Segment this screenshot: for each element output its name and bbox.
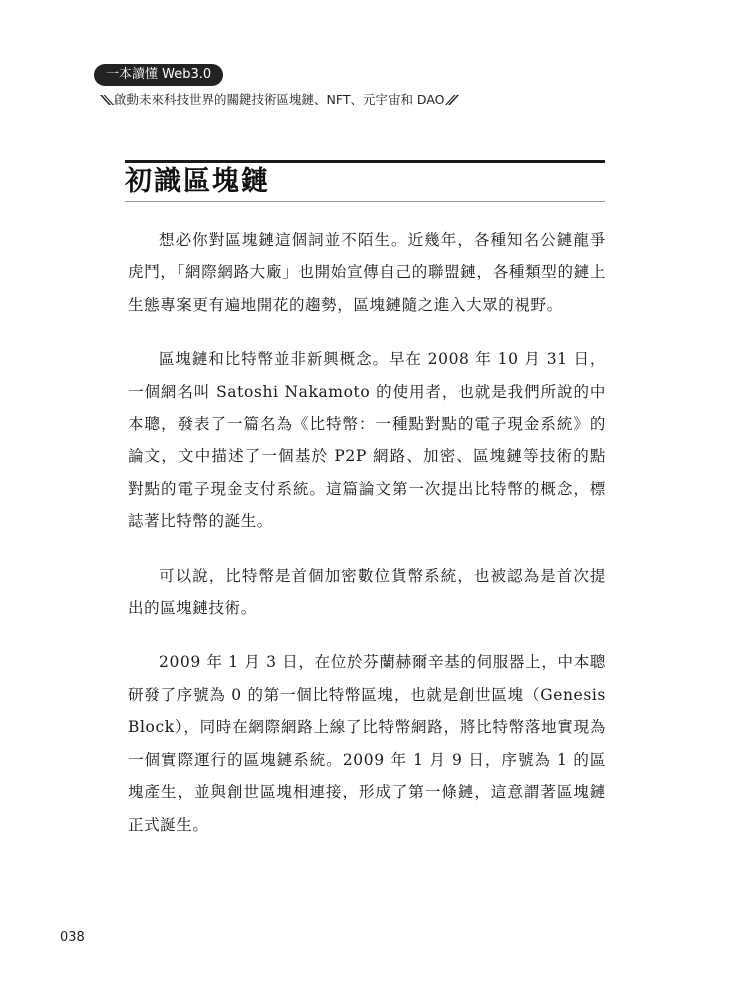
paragraph: 想必你對區塊鏈這個詞並不陌生。近幾年，各種知名公鏈龍爭虎鬥，「網際網路大廠」也開始宣傳自己的聯盟鏈，各種類型的鏈上生態專案更有遍地開花的趨勢，區塊鏈隨之進入大眾的視野。 bbox=[128, 231, 606, 314]
book-title-badge bbox=[94, 64, 223, 86]
paragraph: 區塊鏈和比特幣並非新興概念。早在 2008 年 10 月 31 日，一個網名叫 Satoshi Nakamoto 的使用者，也就是我們所說的中本聰，發表了一篇名為《比特幣：一種點對點的電子現金系統》的論文，文中描述了一個基於 P2P 網路、加密、區塊鏈等技術的點對點的電子現金支付系統。這篇論文第一次提出比特幣的概念，標誌著比特幣的誕生。 bbox=[128, 350, 606, 531]
page-number: 038 bbox=[60, 930, 85, 945]
slash-left-icon bbox=[100, 93, 114, 107]
book-title: 一本讀懂 Web3.0 bbox=[106, 67, 212, 82]
body-text bbox=[128, 224, 606, 863]
paragraph: 可以說，比特幣是首個加密數位貨幣系統，也被認為是首次提出的區塊鏈技術。 bbox=[128, 566, 606, 618]
slash-right-icon bbox=[445, 93, 459, 107]
paragraph: 2009 年 1 月 3 日，在位於芬蘭赫爾辛基的伺服器上，中本聰研發了序號為 0 的第一個比特幣區塊，也就是創世區塊（Genesis Block），同時在網際網路上線了比特幣網路，將比特幣落地實現為一個實際運行的區塊鏈系統。2009 年 1 月 9 日，序號為 1 的區塊產生，並與創世區塊相連接，形成了第一條鏈，這意謂著區塊鏈正式誕生。 bbox=[128, 653, 606, 834]
chapter-title: 初識區塊鏈 bbox=[125, 166, 270, 197]
book-subtitle-line bbox=[100, 90, 459, 110]
chapter-rule-bottom bbox=[125, 201, 605, 202]
chapter-rule-top bbox=[125, 160, 605, 163]
book-subtitle: 啟動未來科技世界的關鍵技術區塊鏈、NFT、元宇宙和 DAO bbox=[114, 92, 445, 107]
